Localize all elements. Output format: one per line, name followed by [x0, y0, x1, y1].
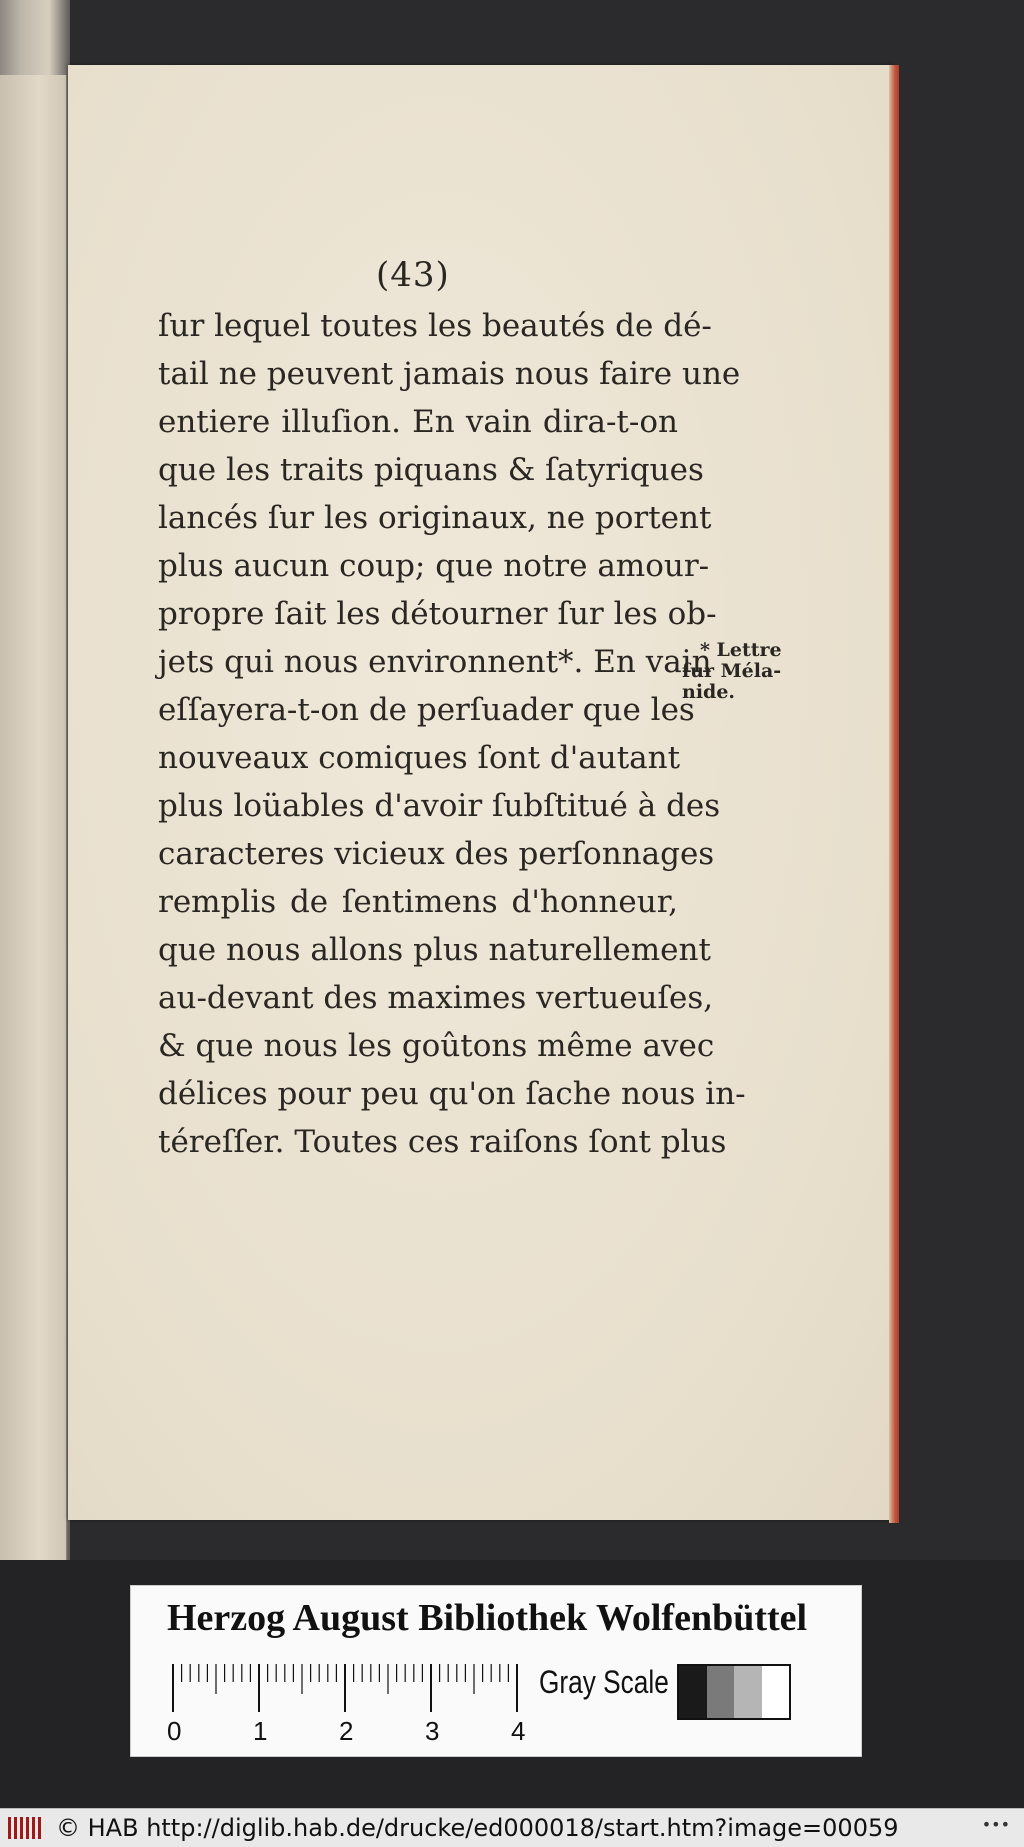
gray-swatch-cell [679, 1666, 707, 1718]
text-line: téreſſer. Toutes ces raiſons ſont plus [158, 1124, 727, 1160]
text-line: lancés ſur les originaux, ne portent [158, 500, 712, 536]
marginal-note-line: * Lettre [700, 639, 782, 661]
marginal-note-line: ſur Méla- [682, 660, 782, 682]
ruler-number: 2 [339, 1716, 354, 1746]
marginal-note-line: nide. [682, 681, 736, 703]
text-line: que nous allons plus naturellement [158, 932, 711, 968]
text-line: tail ne peuvent jamais nous faire une [158, 356, 741, 392]
text-line: plus aucun coup; que notre amour- [158, 548, 710, 584]
page-number: (43) [376, 255, 450, 295]
library-title: Herzog August Bibliothek Wolfenbüttel [167, 1597, 808, 1639]
ruler-number: 0 [167, 1716, 182, 1746]
text-line: nouveaux comiques ſont d'autant [158, 740, 681, 776]
hab-logo-icon [6, 1813, 46, 1843]
previous-page-edge [0, 75, 67, 1620]
ruler-ticks [171, 1662, 531, 1712]
marginal-note [682, 640, 792, 703]
gray-swatch-cell [707, 1666, 735, 1718]
text-line: entiere illuſion. En vain dira-t-on [158, 404, 678, 440]
text-line: ſur lequel toutes les beautés de dé- [158, 308, 712, 344]
page-red-edge [889, 65, 899, 1523]
gray-swatch-cell [734, 1666, 762, 1718]
text-line: propre ſait les détourner ſur les ob- [158, 596, 717, 632]
text-line: jets qui nous environnent*. En vain [158, 644, 712, 680]
scale-ruler [171, 1662, 531, 1712]
text-line: que les traits piquans & ſatyriques [158, 452, 704, 488]
more-icon[interactable]: ••• [981, 1815, 1010, 1834]
text-line: délices pour peu qu'on ſache nous in- [158, 1076, 746, 1112]
text-line: eſſayera-t-on de perſuader que les [158, 692, 695, 728]
text-line: & que nous les goûtons même avec [158, 1028, 715, 1064]
text-line: remplis de ſentimens d'honneur, [158, 884, 678, 920]
ruler-numbers [161, 1716, 561, 1748]
gray-scale-swatch [677, 1664, 791, 1720]
calibration-card [130, 1585, 862, 1757]
text-line: plus loüables d'avoir ſubſtitué à des [158, 788, 721, 824]
footer-bar [0, 1808, 1024, 1847]
gray-scale-label: Gray Scale [539, 1664, 669, 1700]
ruler-number: 1 [253, 1716, 268, 1746]
text-line: caracteres vicieux des perſonnages [158, 836, 715, 872]
text-line: au-devant des maximes vertueuſes, [158, 980, 714, 1016]
copyright-url: © HAB http://diglib.hab.de/drucke/ed000018/start.htm?image=00059 [56, 1814, 899, 1842]
ruler-number: 3 [425, 1716, 440, 1746]
gray-swatch-cell [762, 1666, 790, 1718]
ruler-number: 4 [511, 1716, 526, 1746]
